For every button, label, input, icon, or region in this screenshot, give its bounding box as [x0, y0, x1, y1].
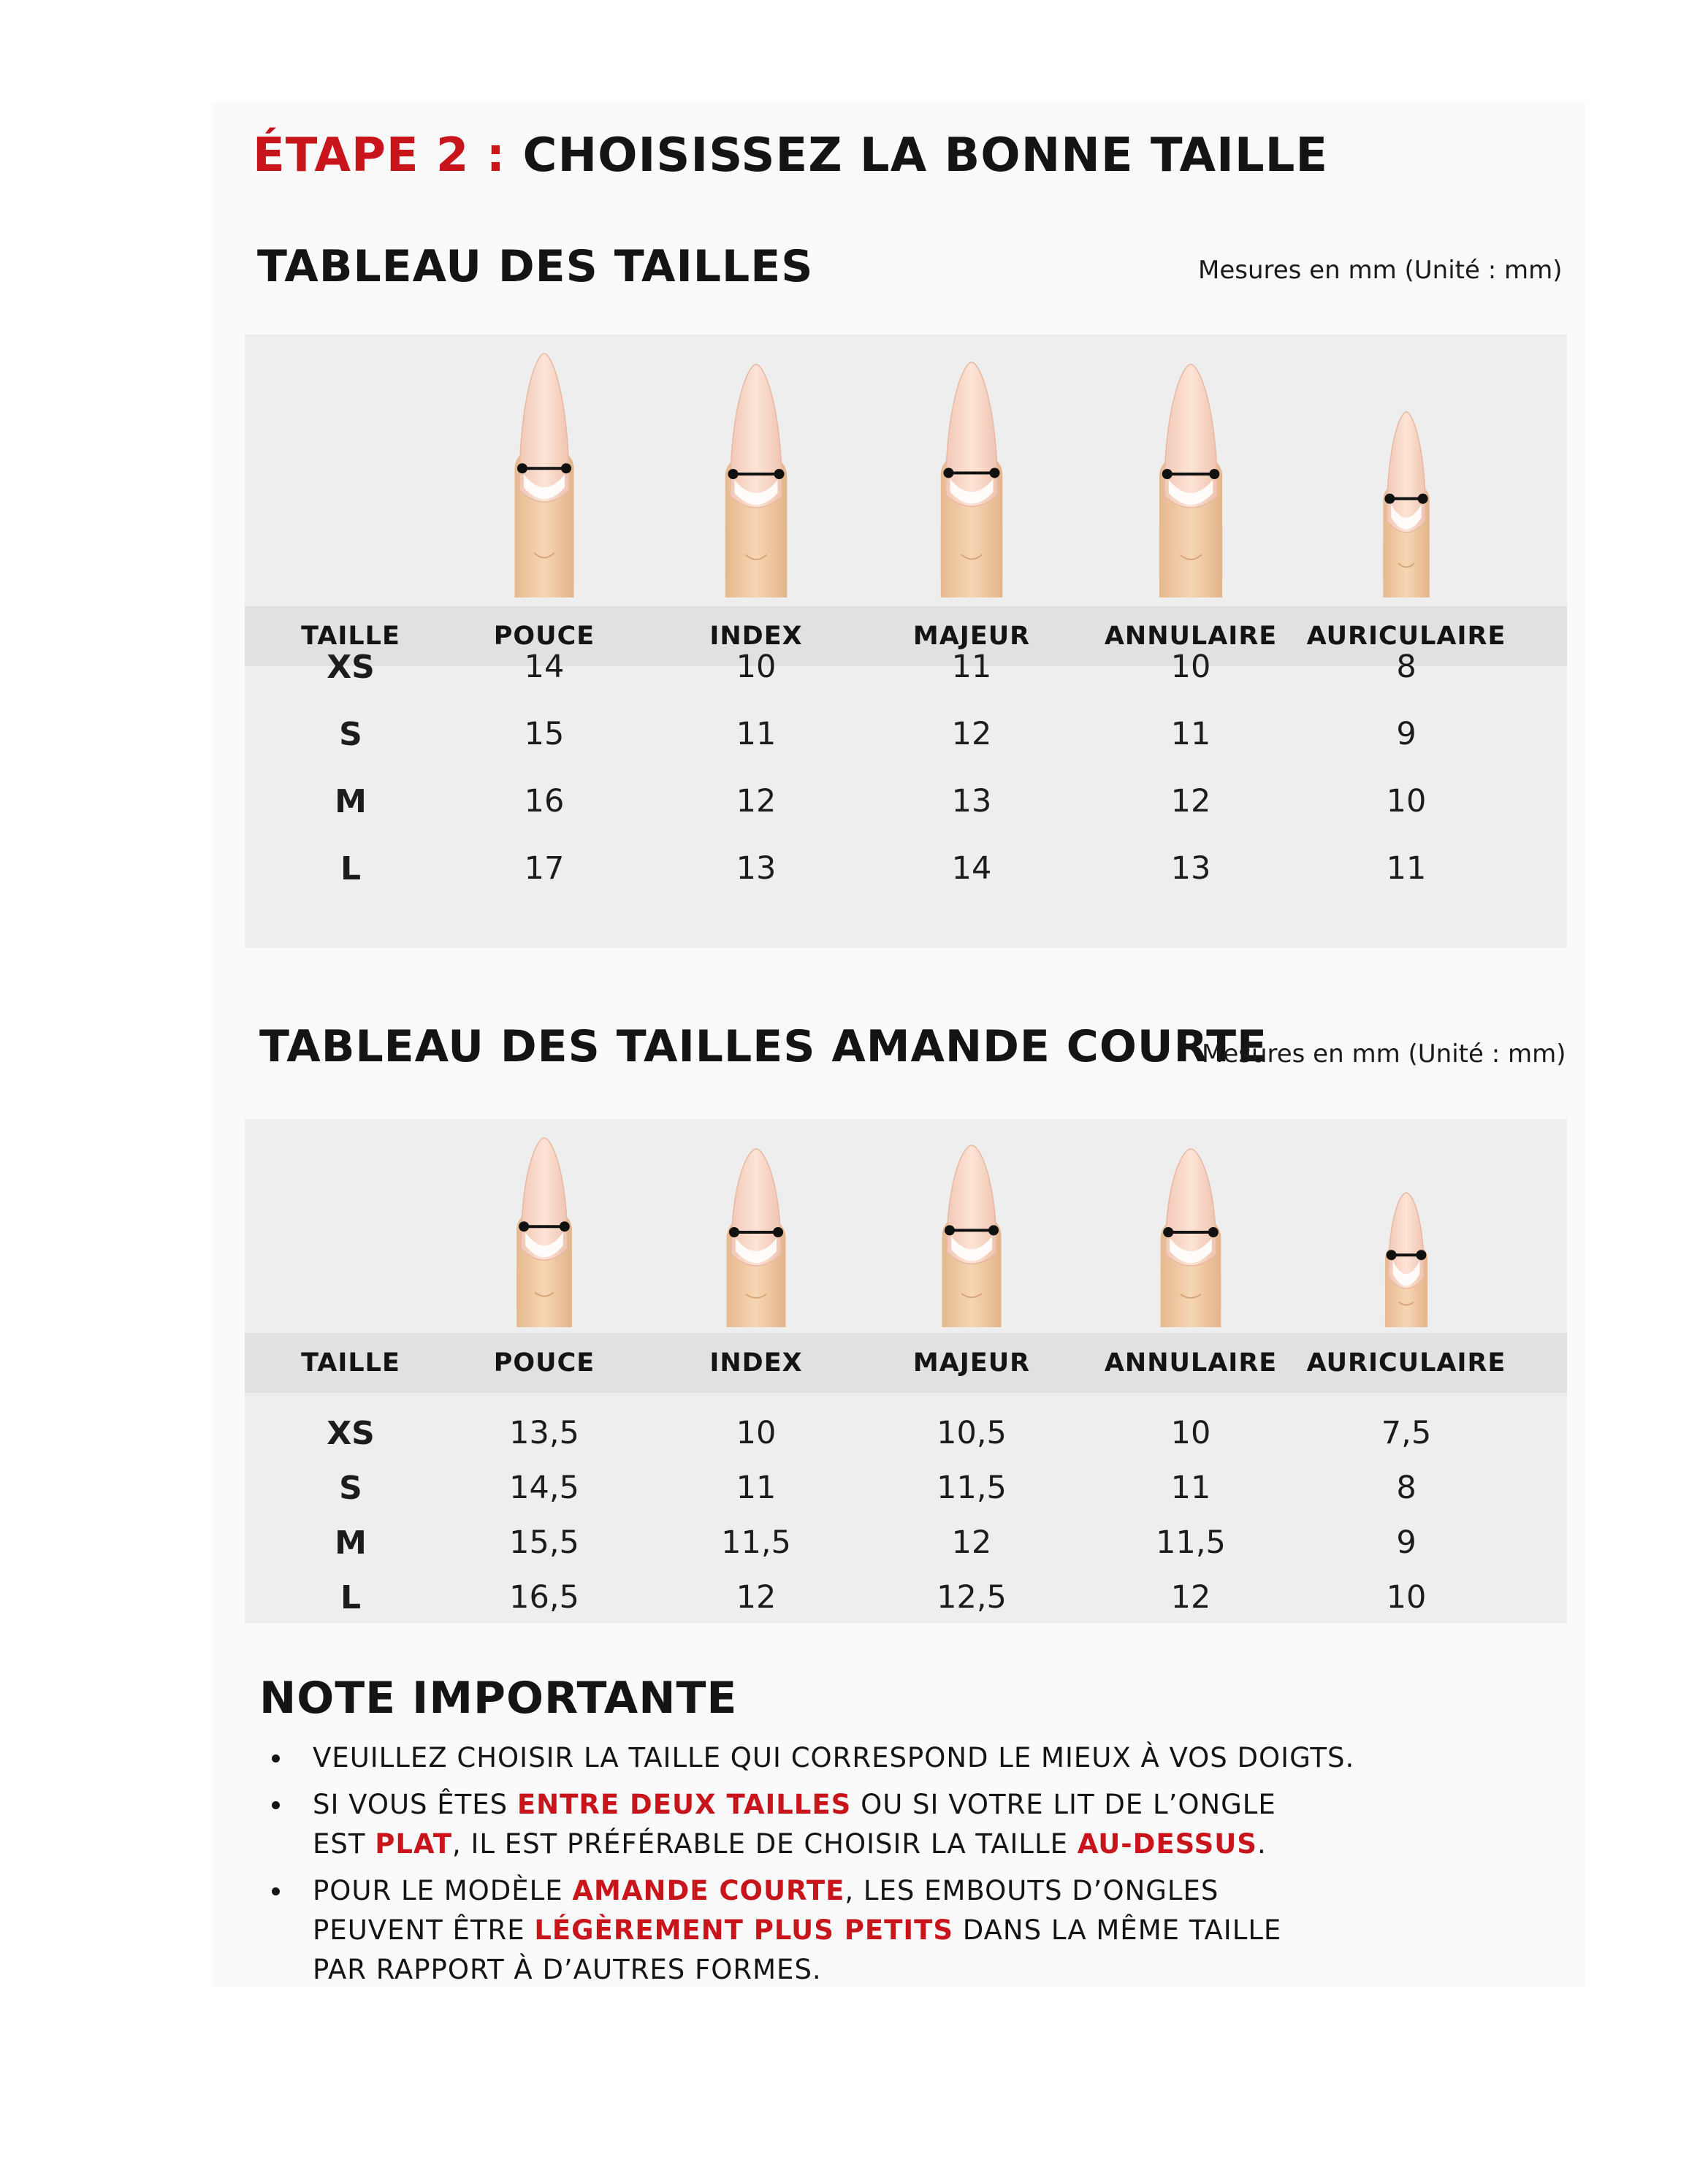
- measure-cell: 17: [524, 850, 565, 887]
- measure-cell: 10: [1386, 783, 1427, 820]
- highlight-text: PLAT: [375, 1828, 452, 1860]
- measure-cell: 11,5: [1156, 1524, 1226, 1561]
- measure-cell: 12: [736, 1579, 777, 1616]
- note-title: NOTE IMPORTANTE: [259, 1673, 738, 1724]
- measure-cell: 10: [1386, 1579, 1427, 1616]
- measure-cell: 14: [524, 649, 565, 685]
- measure-cell: 7,5: [1381, 1415, 1432, 1451]
- measure-cell: 9: [1396, 716, 1417, 752]
- size-label: M: [335, 1524, 367, 1562]
- thumb-nail-icon: [513, 1134, 576, 1327]
- measure-cell: 10: [1170, 649, 1211, 685]
- note-line: [313, 1738, 1541, 1778]
- measure-cell: 12,5: [937, 1579, 1007, 1616]
- measure-cell: 11: [951, 649, 992, 685]
- note-line: [313, 1950, 1541, 1987]
- index-nail-icon: [721, 360, 791, 597]
- note-text: DANS LA MÊME TAILLE: [953, 1914, 1282, 1946]
- note-text: , LES EMBOUTS D’ONGLES: [845, 1875, 1219, 1906]
- size-table-short-almond: [245, 1119, 1567, 1623]
- measure-cell: 11: [1386, 850, 1427, 887]
- table-header-row: [245, 1333, 1567, 1393]
- note-item: [256, 1738, 1541, 1778]
- note-line: [313, 1911, 1541, 1950]
- measure-cell: 15: [524, 716, 565, 752]
- header-cell-pouce: POUCE: [493, 1348, 595, 1378]
- header-cell-taille: TAILLE: [301, 622, 400, 651]
- measure-cell: 12: [1170, 1579, 1211, 1616]
- table1-unit-note: Mesures en mm (Unité : mm): [1198, 256, 1563, 285]
- note-text: OU SI VOTRE LIT DE L’ONGLE: [851, 1789, 1276, 1820]
- note-list: [256, 1738, 1541, 1987]
- table2-title: TABLEAU DES TAILLES AMANDE COURTE: [259, 1021, 1267, 1072]
- measure-cell: 11: [1170, 716, 1211, 752]
- bullet-icon: [272, 1887, 280, 1895]
- size-label: M: [335, 783, 367, 820]
- header-cell-index: INDEX: [709, 622, 803, 651]
- header-cell-annulaire: ANNULAIRE: [1104, 1348, 1278, 1378]
- measure-cell: 10: [736, 649, 777, 685]
- step-heading: CHOISISSEZ LA BONNE TAILLE: [522, 129, 1329, 183]
- measure-cell: 12: [951, 1524, 992, 1561]
- measure-cell: 8: [1396, 649, 1417, 685]
- measure-cell: 14: [951, 850, 992, 887]
- size-label: S: [339, 716, 362, 753]
- measure-cell: 16,5: [509, 1579, 579, 1616]
- measure-cell: 14,5: [509, 1470, 579, 1506]
- size-guide-sheet: [212, 102, 1585, 1987]
- ring-nail-icon: [1156, 1145, 1225, 1327]
- measure-cell: 13,5: [509, 1415, 579, 1451]
- size-label: XS: [327, 1415, 375, 1452]
- pinky-nail-icon: [1380, 408, 1433, 597]
- step-label: ÉTAPE 2 :: [253, 129, 506, 183]
- note-text: POUR LE MODÈLE: [313, 1875, 573, 1906]
- note-text: .: [1257, 1828, 1267, 1860]
- ring-nail-icon: [1155, 360, 1227, 597]
- size-label: XS: [327, 649, 375, 686]
- measure-cell: 12: [1170, 783, 1211, 820]
- measure-cell: 8: [1396, 1470, 1417, 1506]
- note-text: SI VOUS ÊTES: [313, 1789, 517, 1820]
- index-nail-icon: [723, 1145, 790, 1327]
- measure-cell: 10: [736, 1415, 777, 1451]
- header-cell-pouce: POUCE: [493, 622, 595, 651]
- highlight-text: AU-DESSUS: [1077, 1828, 1257, 1860]
- header-cell-taille: TAILLE: [301, 1348, 400, 1378]
- size-label: L: [340, 850, 362, 887]
- measure-cell: 11: [736, 716, 777, 752]
- header-cell-majeur: MAJEUR: [912, 1348, 1031, 1378]
- measure-cell: 9: [1396, 1524, 1417, 1561]
- measure-cell: 10: [1170, 1415, 1211, 1451]
- size-label: L: [340, 1579, 362, 1616]
- measure-cell: 11,5: [721, 1524, 791, 1561]
- measure-cell: 12: [736, 783, 777, 820]
- note-item: [256, 1871, 1541, 1987]
- measure-cell: 16: [524, 783, 565, 820]
- highlight-text: ENTRE DEUX TAILLES: [516, 1789, 852, 1820]
- note-text: , IL EST PRÉFÉRABLE DE CHOISIR LA TAILLE: [451, 1828, 1078, 1860]
- note-line: [313, 1871, 1541, 1911]
- note-line: [313, 1785, 1541, 1825]
- measure-cell: 10,5: [937, 1415, 1007, 1451]
- measure-cell: 13: [951, 783, 992, 820]
- header-cell-annulaire: ANNULAIRE: [1104, 622, 1278, 651]
- middle-nail-icon: [938, 1141, 1005, 1327]
- measure-cell: 11: [736, 1470, 777, 1506]
- note-item: [256, 1785, 1541, 1864]
- size-table: [245, 335, 1567, 948]
- note-line: [313, 1825, 1541, 1864]
- bullet-icon: [272, 1754, 280, 1763]
- thumb-nail-icon: [511, 349, 578, 597]
- header-cell-majeur: MAJEUR: [912, 622, 1031, 651]
- pinky-nail-icon: [1382, 1188, 1430, 1327]
- middle-nail-icon: [937, 358, 1007, 597]
- note-text: PEUVENT ÊTRE: [313, 1914, 535, 1946]
- header-cell-auriculaire: AURICULAIRE: [1306, 1348, 1506, 1378]
- measure-cell: 15,5: [509, 1524, 579, 1561]
- highlight-text: LÉGÈREMENT PLUS PETITS: [534, 1914, 954, 1946]
- step-title: [253, 129, 1328, 183]
- header-cell-auriculaire: AURICULAIRE: [1306, 622, 1506, 651]
- measure-cell: 12: [951, 716, 992, 752]
- measure-cell: 11: [1170, 1470, 1211, 1506]
- measure-cell: 11,5: [937, 1470, 1007, 1506]
- table1-title: TABLEAU DES TAILLES: [257, 241, 814, 292]
- note-text: PAR RAPPORT À D’AUTRES FORMES.: [313, 1954, 822, 1985]
- measure-cell: 13: [1170, 850, 1211, 887]
- table2-unit-note: Mesures en mm (Unité : mm): [1202, 1039, 1566, 1069]
- size-label: S: [339, 1470, 362, 1507]
- measure-cell: 13: [736, 850, 777, 887]
- bullet-icon: [272, 1801, 280, 1809]
- note-text: EST: [313, 1828, 375, 1860]
- note-text: VEUILLEZ CHOISIR LA TAILLE QUI CORRESPOND LE MIEUX À VOS DOIGTS.: [313, 1742, 1355, 1773]
- header-cell-index: INDEX: [709, 1348, 803, 1378]
- highlight-text: AMANDE COURTE: [572, 1875, 845, 1906]
